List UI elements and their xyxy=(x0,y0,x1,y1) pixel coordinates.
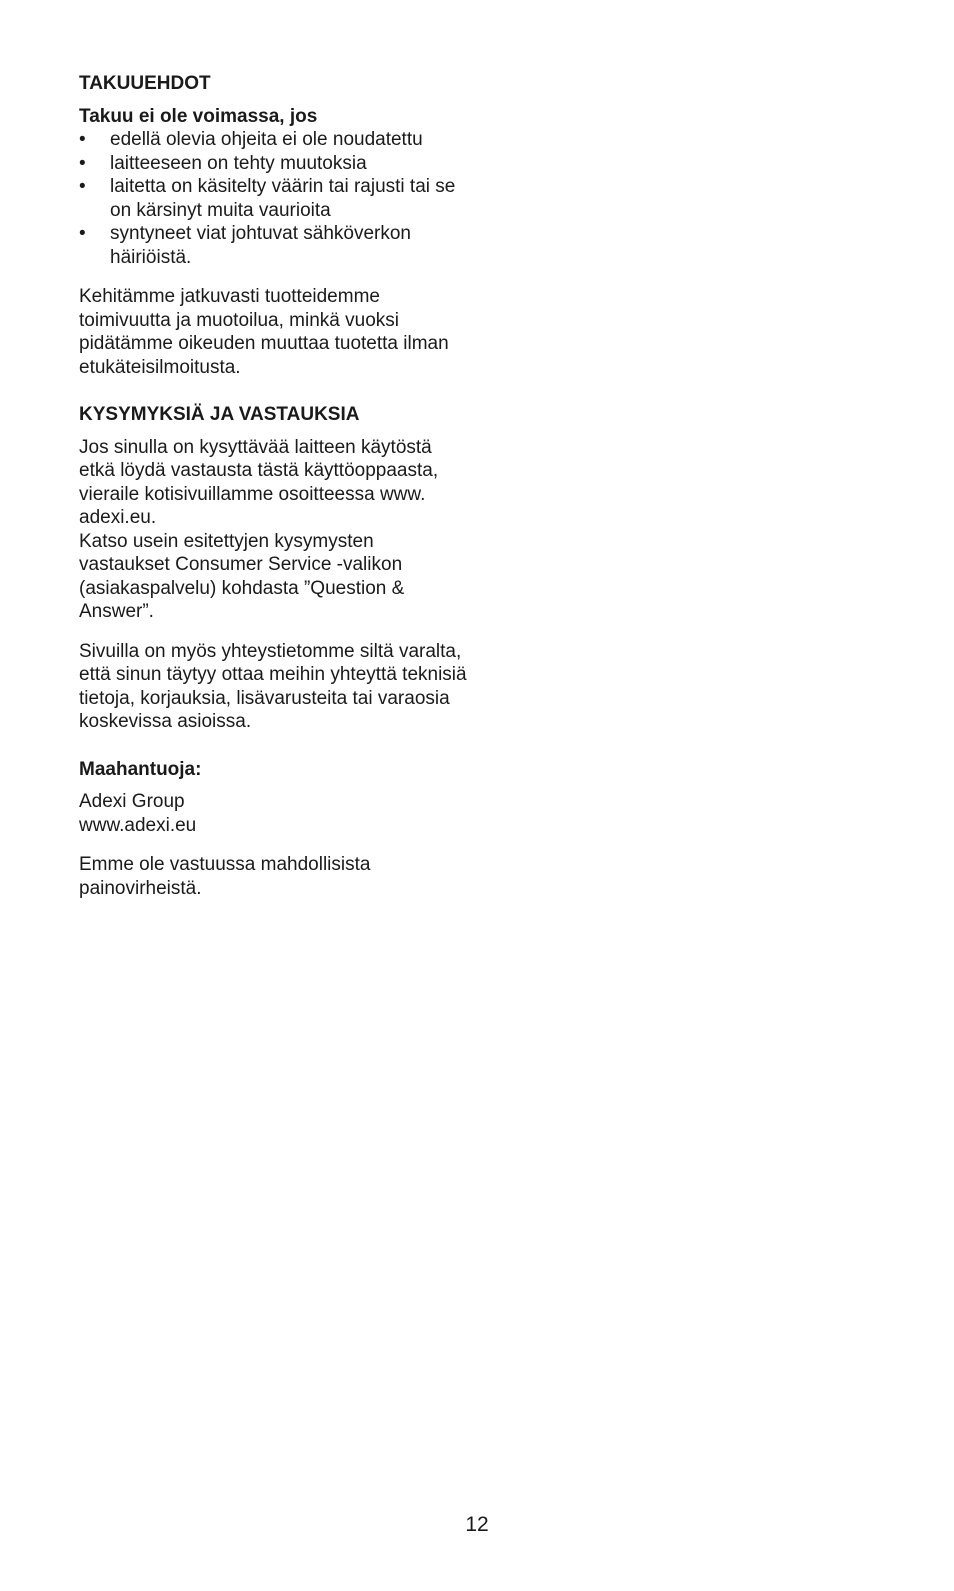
importer-heading: Maahantuoja: xyxy=(79,758,202,780)
product-development-paragraph: Kehitämme jatkuvasti tuotteidemme toimivuutta ja muotoilua, minkä vuoksi pidätämme oikeuden muuttaa tuotetta ilman etukäteisilmoitusta. xyxy=(79,286,449,378)
bullet-icon: • xyxy=(79,176,86,197)
page-number: 12 xyxy=(465,1513,489,1536)
bullet-icon: • xyxy=(79,129,86,150)
list-item xyxy=(79,175,469,222)
faq-website-text: Jos sinulla on kysyttävää laitteen käytöstä etkä löydä vastausta tästä käyttöoppaasta, vieraile kotisivuillamme osoitteessa www. adexi.eu. xyxy=(79,436,439,528)
faq-qa-text: Katso usein esitettyjen kysymysten vastaukset Consumer Service -valikon (asiakaspalvelu) kohdasta ”Question & Answer”. xyxy=(79,530,405,622)
list-item xyxy=(79,128,469,152)
list-item-text: edellä olevia ohjeita ei ole noudatettu xyxy=(110,129,423,150)
faq-paragraph-1 xyxy=(79,436,469,624)
list-item xyxy=(79,222,469,269)
list-item-text: laitteeseen on tehty muutoksia xyxy=(110,152,367,174)
warranty-subheading: Takuu ei ole voimassa, jos xyxy=(79,105,318,127)
faq-paragraph-2: Sivuilla on myös yhteystietomme siltä varalta, että sinun täytyy ottaa meihin yhteyttä teknisiä tietoja, korjauksia, lisävarusteita tai varaosia koskevissa asioissa. xyxy=(79,640,467,732)
importer-website: www.adexi.eu xyxy=(79,814,197,836)
importer-name: Adexi Group xyxy=(79,791,185,812)
warranty-heading: TAKUUEHDOT xyxy=(79,73,211,94)
list-item-text: laitetta on käsitelty väärin tai rajusti tai se on kärsinyt muita vaurioita xyxy=(110,176,456,221)
bullet-icon: • xyxy=(79,223,86,244)
disclaimer-paragraph: Emme ole vastuussa mahdollisista painovirheistä. xyxy=(79,854,371,899)
warranty-conditions-list xyxy=(79,128,469,269)
faq-heading: KYSYMYKSIÄ JA VASTAUKSIA xyxy=(79,404,360,425)
list-item xyxy=(79,152,469,176)
bullet-icon: • xyxy=(79,152,86,174)
list-item-text: syntyneet viat johtuvat sähköverkon häiriöistä. xyxy=(110,223,412,268)
document-body xyxy=(79,72,469,916)
importer-details xyxy=(79,790,469,837)
